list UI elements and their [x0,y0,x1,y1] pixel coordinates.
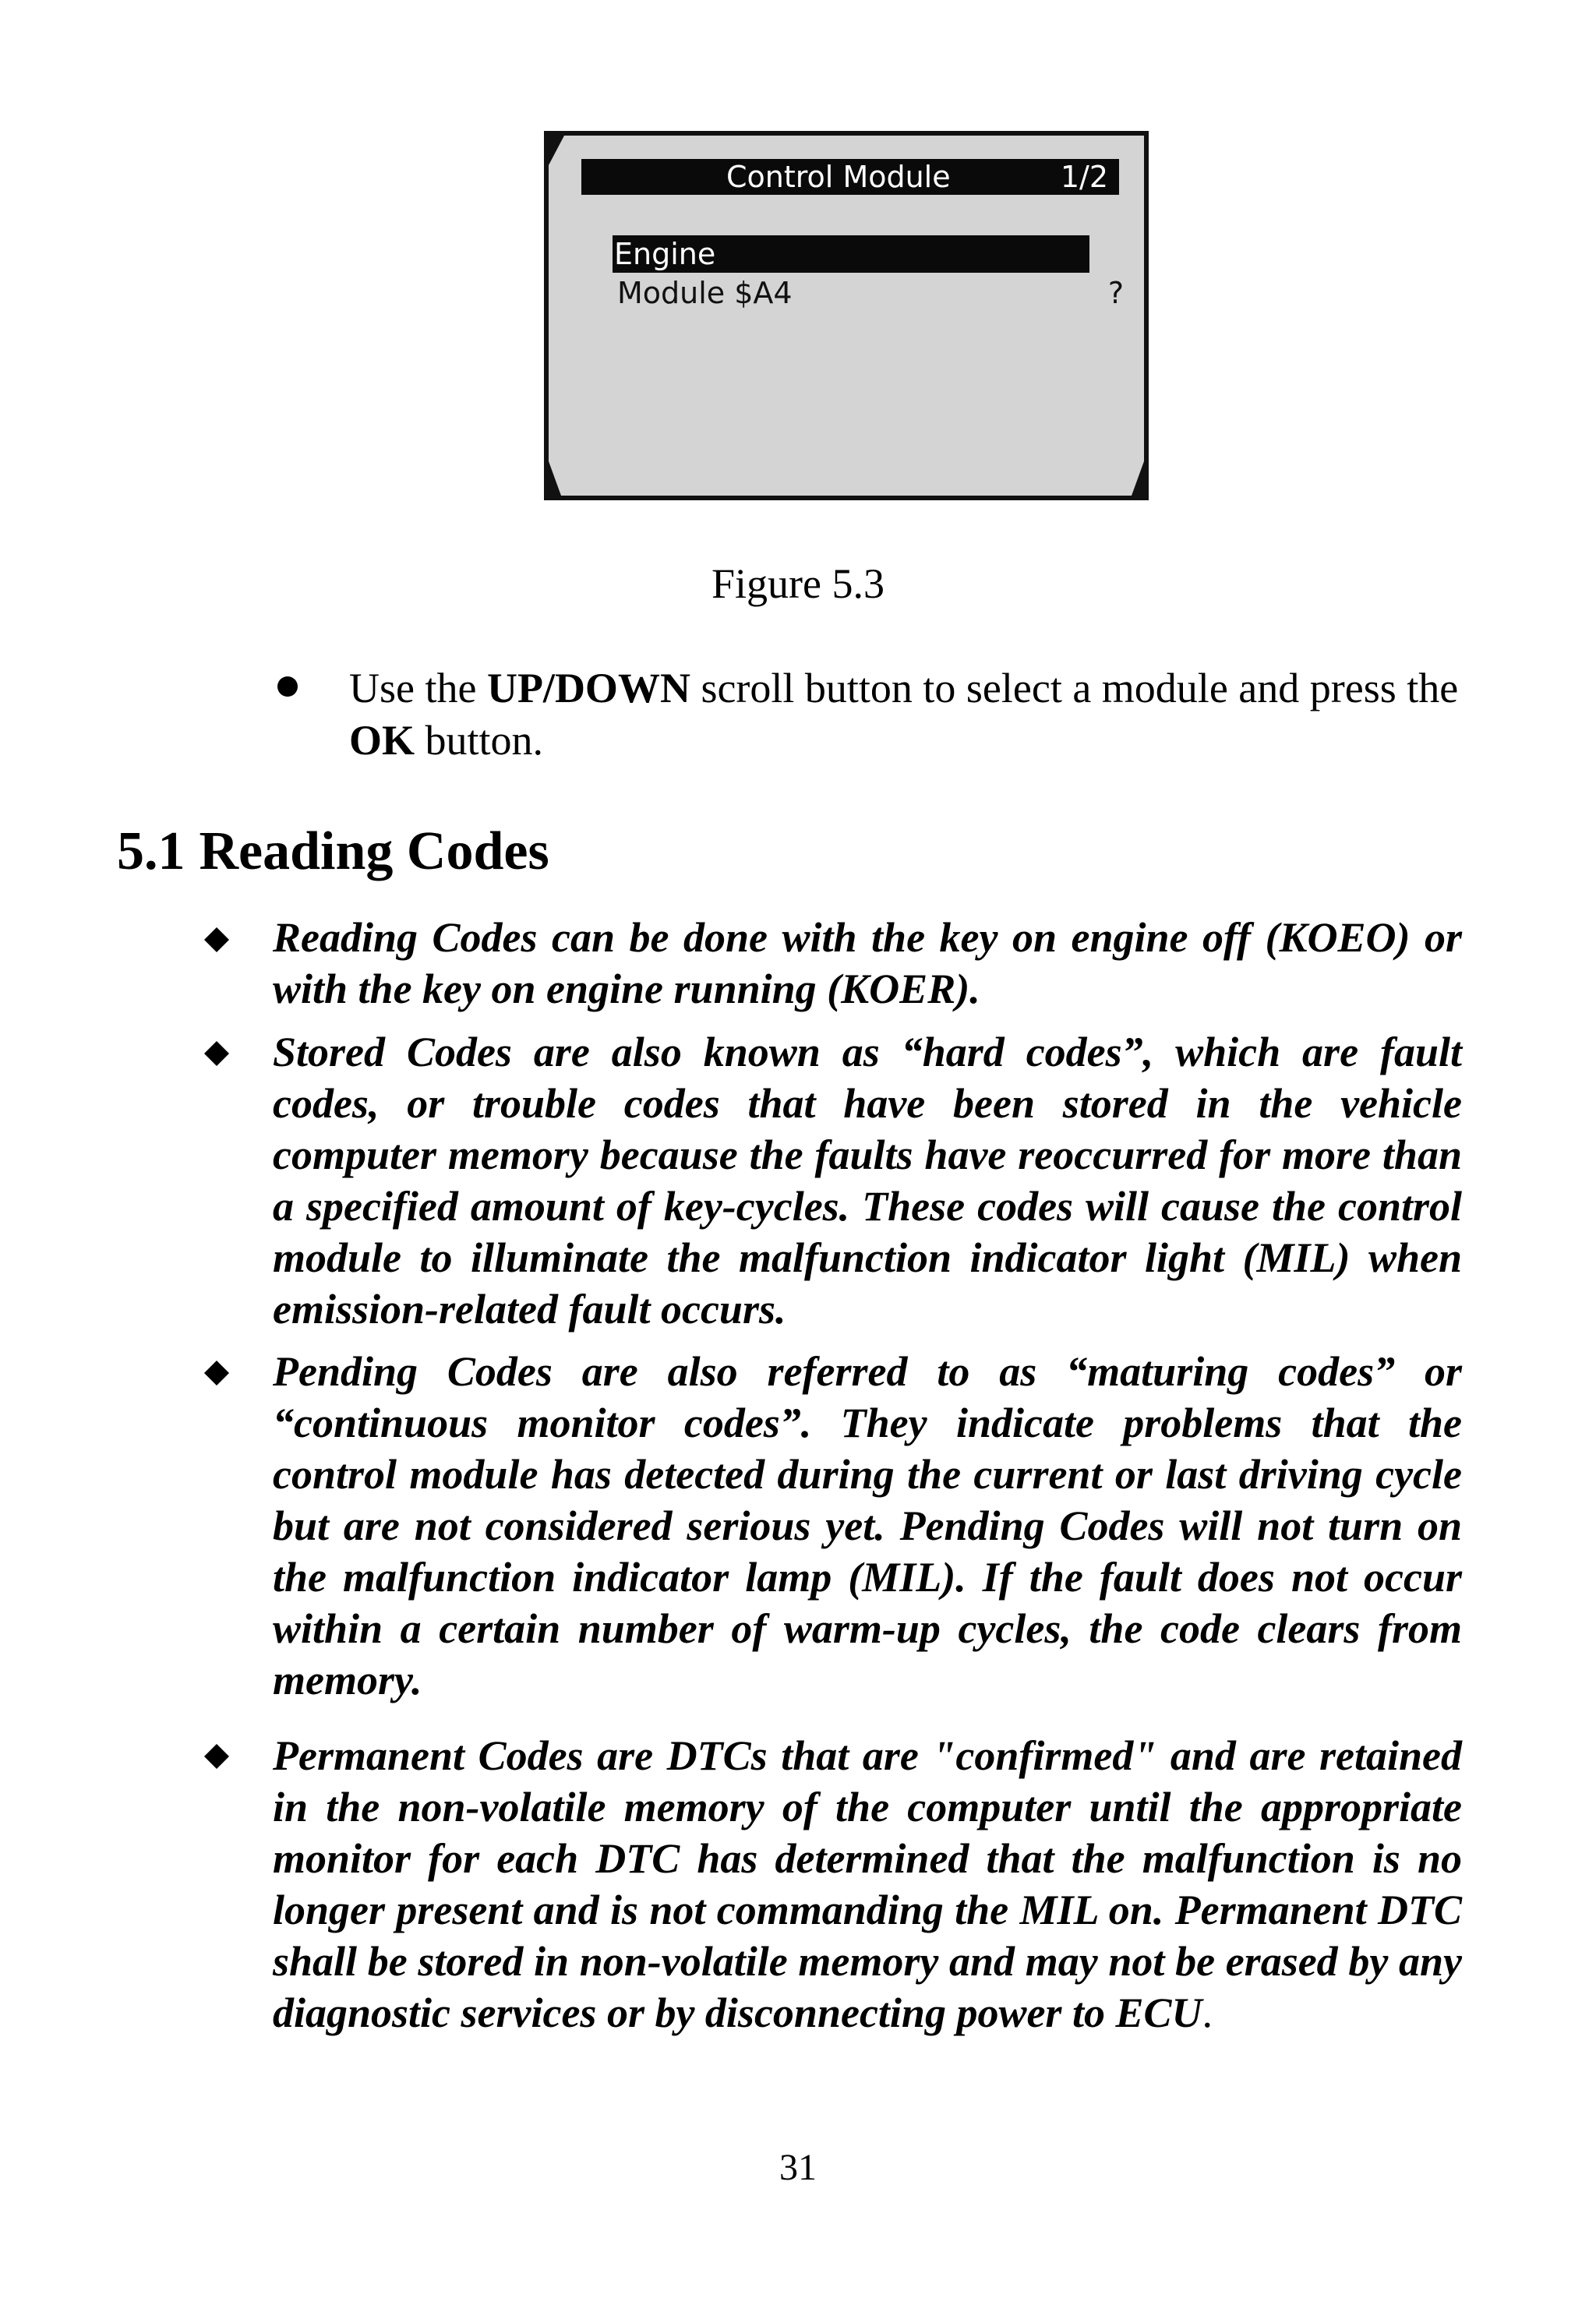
screen-corner [549,136,564,165]
list-item-text: Permanent Codes are DTCs that are "confirmed" and are retained in the non-volatile memory of the computer until the appropriate monitor for each DTC has determined that the malfunction is no longer present and is not commanding the MIL on. Permanent DTC shall be stored in non-volatile memory and may not be erased by any diagnostic services or by disconnecting power to ECU [273,1732,1462,2036]
list-item: Pending Codes are also referred to as “maturing codes” or “continuous monitor codes”. They indicate problems that the control module has detected during the current or last driving cycle but are not considered serious yet. Pending Codes will not turn on the malfunction indicator lamp (MIL). If the fault does not occur within a certain number of warm-up cycles, the code clears from memory. [273,1348,1462,1703]
screen-title: Control Module [726,160,951,194]
page-number: 31 [779,2147,817,2188]
page-indicator: 1/2 [1060,160,1108,194]
device-screen [544,131,1149,500]
list-item-end: . [1202,1989,1213,2036]
list-item: Reading Codes can be done with the key on engine off (KOEO) or with the key on engine running (KOER). [273,914,1462,1012]
screen-title-bar [581,159,1119,195]
menu-item-label: Module $A4 [617,276,793,310]
diamond-bullet-icon [204,1041,229,1066]
menu-item-engine[interactable] [613,235,1089,273]
diamond-bullet-icon [204,1744,229,1769]
list-item [273,1730,1462,2039]
section-number: 5.1 [117,821,185,881]
diamond-bullet-icon [204,1361,229,1386]
list-item: Stored Codes are also known as “hard codes”, which are fault codes, or trouble codes that have been stored in the vehicle computer memory because the faults have reoccurred for more than a specified amount of key-cycles. These codes will cause the control module to illuminate the malfunction indicator light (MIL) when emission-related fault occurs. [273,1029,1462,1333]
diamond-bullet-icon [204,927,229,952]
menu-item-module-a4[interactable] [617,274,1124,312]
section-title: Reading Codes [199,821,549,881]
figure-caption: Figure 5.3 [711,560,885,607]
section-heading [117,817,549,887]
ok-key-label: OK [349,717,415,764]
instruction-part: Use the [349,665,487,711]
screen-corner [549,461,561,496]
bullet-dot-icon [277,676,298,697]
instruction-part: button. [415,717,544,764]
instruction-text [349,662,1464,767]
unknown-module-indicator: ? [1107,276,1124,310]
screen-corner [1132,461,1144,496]
instruction-part: scroll button to select a module and press the [690,665,1459,711]
up-down-key-label: UP/DOWN [486,665,690,711]
menu-item-label: Engine [614,237,716,271]
